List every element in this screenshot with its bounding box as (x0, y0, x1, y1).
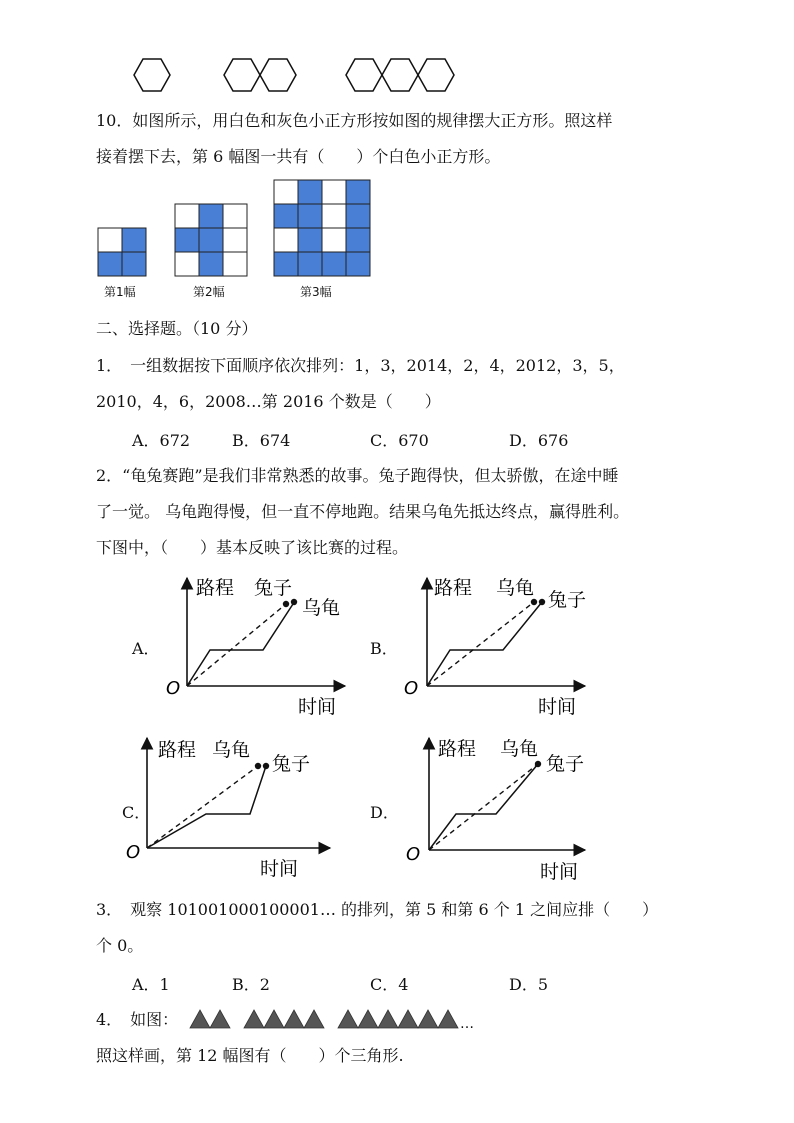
tortoise-line (427, 602, 534, 686)
grid-3-cell (274, 204, 298, 228)
q3-option-a[interactable]: A．1 (132, 975, 170, 994)
caption-figure-1: 第1幅 (104, 285, 136, 299)
tortoise-endpoint (255, 763, 261, 769)
top-label: 乌龟 (500, 738, 539, 760)
grid-3-cell (346, 252, 370, 276)
q3-option-d[interactable]: D．5 (509, 975, 549, 994)
grid-3-cell (298, 180, 322, 204)
tortoise-endpoint (531, 599, 537, 605)
q2-line-2: 了一觉。 乌龟跑得慢，但一直不停地跑。结果乌龟先抵达终点，赢得胜利。 (96, 502, 630, 521)
triangle-group-1 (210, 1010, 230, 1028)
grid-3-cell (274, 252, 298, 276)
origin-label: O (404, 678, 419, 699)
ylabel: 路程 (158, 739, 197, 761)
hexagon-3 (260, 59, 296, 91)
grid-3-cell (346, 180, 370, 204)
origin-label: O (166, 678, 181, 699)
hexagon-5 (382, 59, 418, 91)
grid-2-cell (199, 252, 223, 276)
grid-3-cell (322, 180, 346, 204)
ylabel: 路程 (196, 577, 235, 599)
grid-1-cell (98, 252, 122, 276)
caption-figure-2: 第2幅 (193, 285, 225, 299)
xlabel: 时间 (538, 696, 577, 718)
q1-option-d[interactable]: D．676 (509, 431, 569, 450)
origin-label: O (126, 842, 141, 863)
grid-3-cell (322, 252, 346, 276)
xlabel: 时间 (260, 858, 299, 880)
triangle-group-1 (190, 1010, 210, 1028)
ylabel: 路程 (434, 577, 473, 599)
right-label: 兔子 (272, 753, 311, 775)
endpoint (535, 761, 541, 767)
grid-2-cell (175, 252, 199, 276)
hexagon-6 (418, 59, 454, 91)
grid-3-cell (322, 228, 346, 252)
grid-3-cell (298, 228, 322, 252)
hare-line (427, 602, 542, 686)
caption-figure-3: 第3幅 (300, 285, 332, 299)
q1-option-a[interactable]: A．672 (132, 431, 191, 450)
grid-3-cell (298, 252, 322, 276)
tortoise-line (429, 764, 538, 850)
ylabel: 路程 (438, 738, 477, 760)
q4-prefix: 4． 如图： (96, 1010, 179, 1029)
grid-2-cell (223, 228, 247, 252)
triangle-group-2 (284, 1010, 304, 1028)
triangle-group-3 (418, 1010, 438, 1028)
triangle-group-3 (358, 1010, 378, 1028)
grid-3-cell (274, 228, 298, 252)
hexagon-2 (224, 59, 260, 91)
hare-endpoint (263, 763, 269, 769)
q1-option-c[interactable]: C．670 (370, 431, 429, 450)
grid-2-cell (199, 228, 223, 252)
graph-d[interactable] (400, 730, 600, 880)
triangle-group-3 (398, 1010, 418, 1028)
q1-option-b[interactable]: B．674 (232, 431, 291, 450)
xlabel: 时间 (298, 696, 337, 718)
q1-line-1: 1． 一组数据按下面顺序依次排列：1，3，2014，2，4，2012，3，5， (96, 356, 625, 375)
q3-option-c[interactable]: C．4 (370, 975, 409, 994)
q4-line-2: 照这样画，第 12 幅图有（ ）个三角形. (96, 1046, 404, 1065)
square-pattern-figure (96, 178, 376, 280)
q2-option-c-label[interactable]: C． (122, 803, 151, 822)
tortoise-line (147, 766, 258, 848)
tortoise-endpoint (291, 599, 297, 605)
grid-2-cell (223, 252, 247, 276)
grid-2-cell (175, 204, 199, 228)
hexagon-4 (346, 59, 382, 91)
hare-endpoint (283, 601, 289, 607)
q10-line-2: 接着摆下去，第 6 幅图一共有（ ）个白色小正方形。 (96, 147, 501, 166)
section-2-title: 二、选择题。（10 分） (96, 319, 258, 338)
grid-3-cell (346, 228, 370, 252)
top-label: 兔子 (254, 577, 293, 599)
q2-line-3: 下图中，（ ）基本反映了该比赛的过程。 (96, 538, 409, 557)
triangle-group-2 (304, 1010, 324, 1028)
q2-option-b-label[interactable]: B． (370, 639, 398, 658)
q1-line-2: 2010，4，6，2008…第 2016 个数是（ ） (96, 392, 441, 411)
triangle-group-2 (264, 1010, 284, 1028)
triangle-group-3 (338, 1010, 358, 1028)
hexagon-1 (134, 59, 170, 91)
grid-1-cell (98, 228, 122, 252)
triangle-pattern-figure (188, 1006, 478, 1032)
top-label: 乌龟 (496, 577, 535, 599)
top-label: 乌龟 (212, 739, 251, 761)
q10-line-1: 10．如图所示，用白色和灰色小正方形按如图的规律摆大正方形。照这样 (96, 111, 613, 130)
hexagon-pattern-figure (126, 54, 456, 96)
origin-label: O (406, 844, 421, 865)
q3-option-b[interactable]: B．2 (232, 975, 270, 994)
q3-line-1: 3． 观察 101001000100001… 的排列，第 5 和第 6 个 1 之间应排（ ） (96, 900, 659, 919)
graph-b[interactable] (400, 570, 600, 720)
q2-line-1: 2．“龟兔赛跑”是我们非常熟悉的故事。兔子跑得快，但太骄傲，在途中睡 (96, 466, 619, 485)
right-label: 兔子 (546, 753, 585, 775)
grid-3-cell (322, 204, 346, 228)
hare-line (147, 766, 266, 848)
q2-option-d-label[interactable]: D． (370, 803, 399, 822)
right-label: 乌龟 (302, 597, 341, 619)
triangle-group-3 (438, 1010, 458, 1028)
hare-endpoint (539, 599, 545, 605)
grid-3-cell (274, 180, 298, 204)
grid-3-cell (346, 204, 370, 228)
tortoise-line (187, 604, 286, 686)
right-label: 兔子 (548, 589, 587, 611)
xlabel: 时间 (540, 861, 579, 880)
grid-1-cell (122, 252, 146, 276)
grid-3-cell (298, 204, 322, 228)
graph-c[interactable] (120, 730, 340, 880)
q2-option-a-label[interactable]: A． (132, 639, 160, 658)
ellipsis: … (460, 1016, 474, 1032)
q3-line-2: 个 0。 (96, 936, 144, 955)
grid-2-cell (199, 204, 223, 228)
grid-2-cell (223, 204, 247, 228)
grid-2-cell (175, 228, 199, 252)
triangle-group-2 (244, 1010, 264, 1028)
grid-1-cell (122, 228, 146, 252)
triangle-group-3 (378, 1010, 398, 1028)
graph-a[interactable] (160, 570, 360, 720)
